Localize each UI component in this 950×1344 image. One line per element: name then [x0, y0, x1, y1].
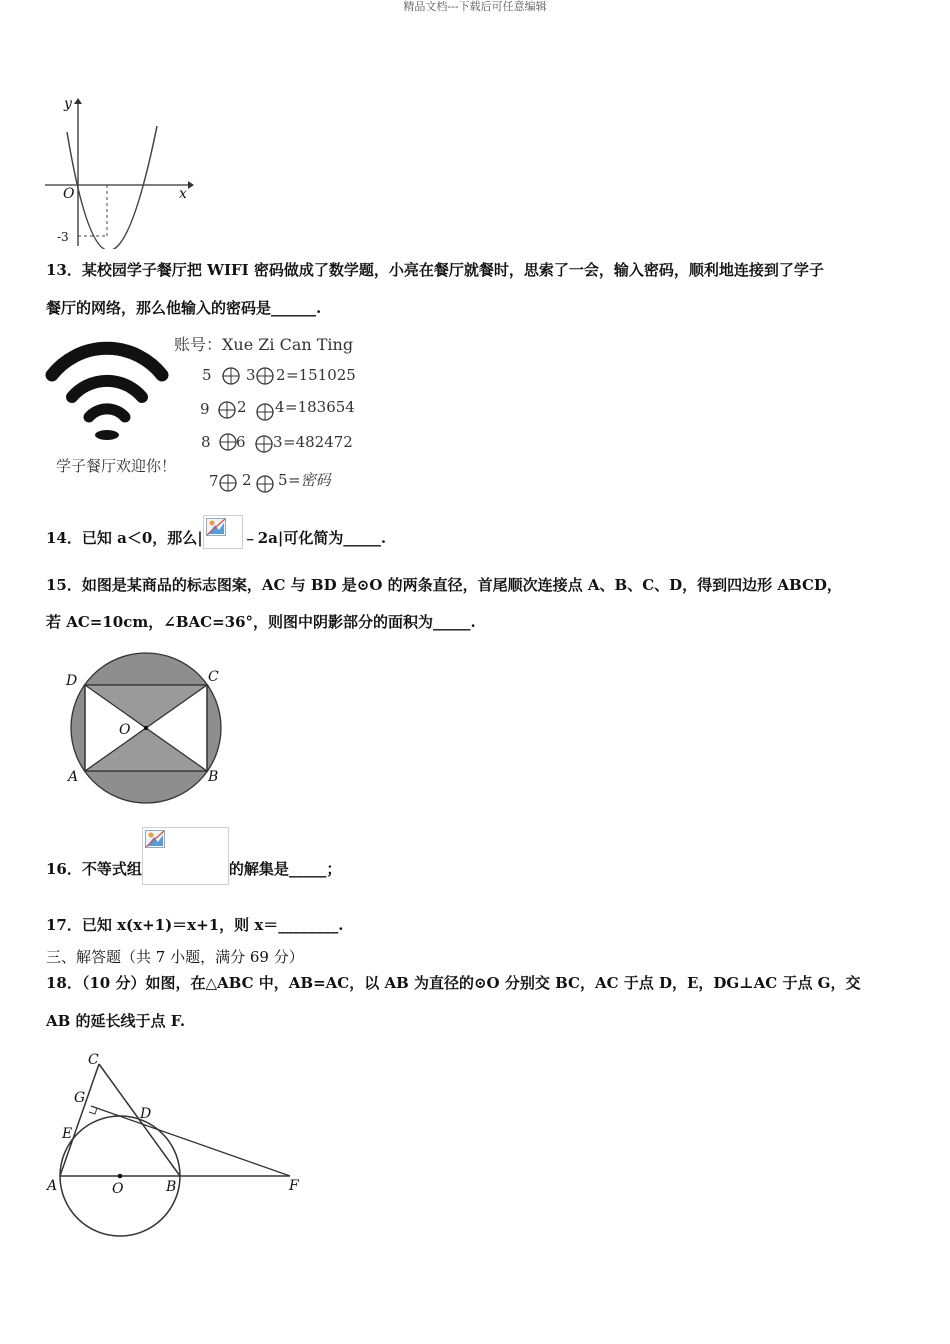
- q14-post: ﹣2a|可化简为_____.: [242, 529, 387, 547]
- broken-image-placeholder: [142, 827, 229, 885]
- point-e-label: E: [62, 1126, 73, 1142]
- q15-line1: 15．如图是某商品的标志图案，AC 与 BD 是⊙O 的两条直径，首尾顺次连接点 A、B、C、D，得到四边形 ABCD，: [46, 576, 842, 594]
- eq3-b: 6: [236, 433, 246, 451]
- point-a-label: A: [68, 769, 79, 785]
- point-c-label: C: [88, 1052, 99, 1068]
- point-a-label: A: [47, 1178, 58, 1194]
- y-axis-label: y: [64, 96, 72, 112]
- wifi-figure: [44, 330, 364, 500]
- eq1-b: 3: [246, 366, 256, 384]
- q16-pre: 16．不等式组: [46, 860, 142, 878]
- eq2-b: 2: [237, 398, 247, 416]
- eq2-result: =183654: [285, 398, 355, 416]
- q18-line1: 18．（10 分）如图，在△ABC 中，AB=AC，以 AB 为直径的⊙O 分别交 BC，AC 于点 D，E，DG⊥AC 于点 G，交: [46, 974, 861, 992]
- point-b-label: B: [208, 769, 219, 785]
- q14-line: [46, 528, 386, 549]
- minus-three-label: -3: [57, 230, 69, 244]
- eq2-a: 9: [200, 400, 210, 418]
- q13-line2: 餐厅的网络，那么他输入的密码是______.: [46, 299, 322, 317]
- eq4-a: 7: [209, 472, 219, 490]
- section-three-heading: 三、解答题（共 7 小题，满分 69 分）: [46, 948, 304, 966]
- q13-line1: 13．某校园学子餐厅把 WIFI 密码做成了数学题，小亮在餐厅就餐时，思索了一会，输入密码，顺利地连接到了学子: [46, 261, 824, 279]
- origin-label: O: [63, 186, 75, 202]
- q18-line2: AB 的延长线于点 F.: [46, 1012, 186, 1030]
- page-header: 精品文档---下载后可任意编辑: [403, 0, 547, 13]
- parabola-figure: [40, 94, 195, 249]
- eq4-result: =密码: [288, 471, 331, 489]
- wifi-welcome-text: 学子餐厅欢迎你！: [56, 457, 177, 475]
- point-o-label: O: [112, 1181, 124, 1197]
- broken-image-placeholder: [203, 515, 243, 549]
- point-g-label: G: [74, 1090, 86, 1106]
- x-axis-label: x: [179, 186, 187, 202]
- eq2-c: 4: [275, 398, 285, 416]
- point-b-label: B: [166, 1179, 177, 1195]
- triangle-circle-figure: [40, 1048, 320, 1244]
- eq1-result: =151025: [286, 366, 356, 384]
- broken-image-icon: [206, 518, 226, 536]
- circle-rectangle-figure: [60, 650, 230, 810]
- circle-plus-icon: [220, 475, 236, 491]
- eq1-c: 2: [276, 366, 286, 384]
- circle-plus-icon: [219, 402, 235, 418]
- point-c-label: C: [208, 669, 219, 685]
- eq1-a: 5: [202, 366, 212, 384]
- eq4-b: 2: [242, 471, 252, 489]
- point-d-label: D: [66, 673, 78, 689]
- wifi-account: 账号：Xue Zi Can Ting: [174, 335, 354, 354]
- eq3-a: 8: [201, 433, 211, 451]
- broken-image-icon: [145, 830, 165, 848]
- q15-line2: 若 AC=10cm，∠BAC=36°，则图中阴影部分的面积为_____.: [46, 613, 476, 631]
- eq4-c: 5: [278, 471, 288, 489]
- point-o-label: O: [119, 722, 131, 738]
- eq3-c: 3: [273, 433, 283, 451]
- circle-plus-icon: [257, 476, 273, 492]
- q16-line: [46, 855, 341, 885]
- q17-line: 17．已知 x(x+1)＝x+1，则 x＝________.: [46, 916, 344, 934]
- q16-post: 的解集是_____；: [228, 860, 342, 878]
- q14-pre: 14．已知 a＜0，那么|: [46, 529, 203, 547]
- circle-plus-icon: [223, 368, 239, 384]
- circle-plus-icon: [256, 436, 272, 452]
- circle-plus-icon: [257, 404, 273, 420]
- point-d-label: D: [140, 1106, 152, 1122]
- eq3-result: =482472: [283, 433, 353, 451]
- wifi-icon: [52, 348, 162, 417]
- circle-plus-icon: [220, 434, 236, 450]
- point-f-label: F: [289, 1178, 299, 1194]
- circle-plus-icon: [257, 368, 273, 384]
